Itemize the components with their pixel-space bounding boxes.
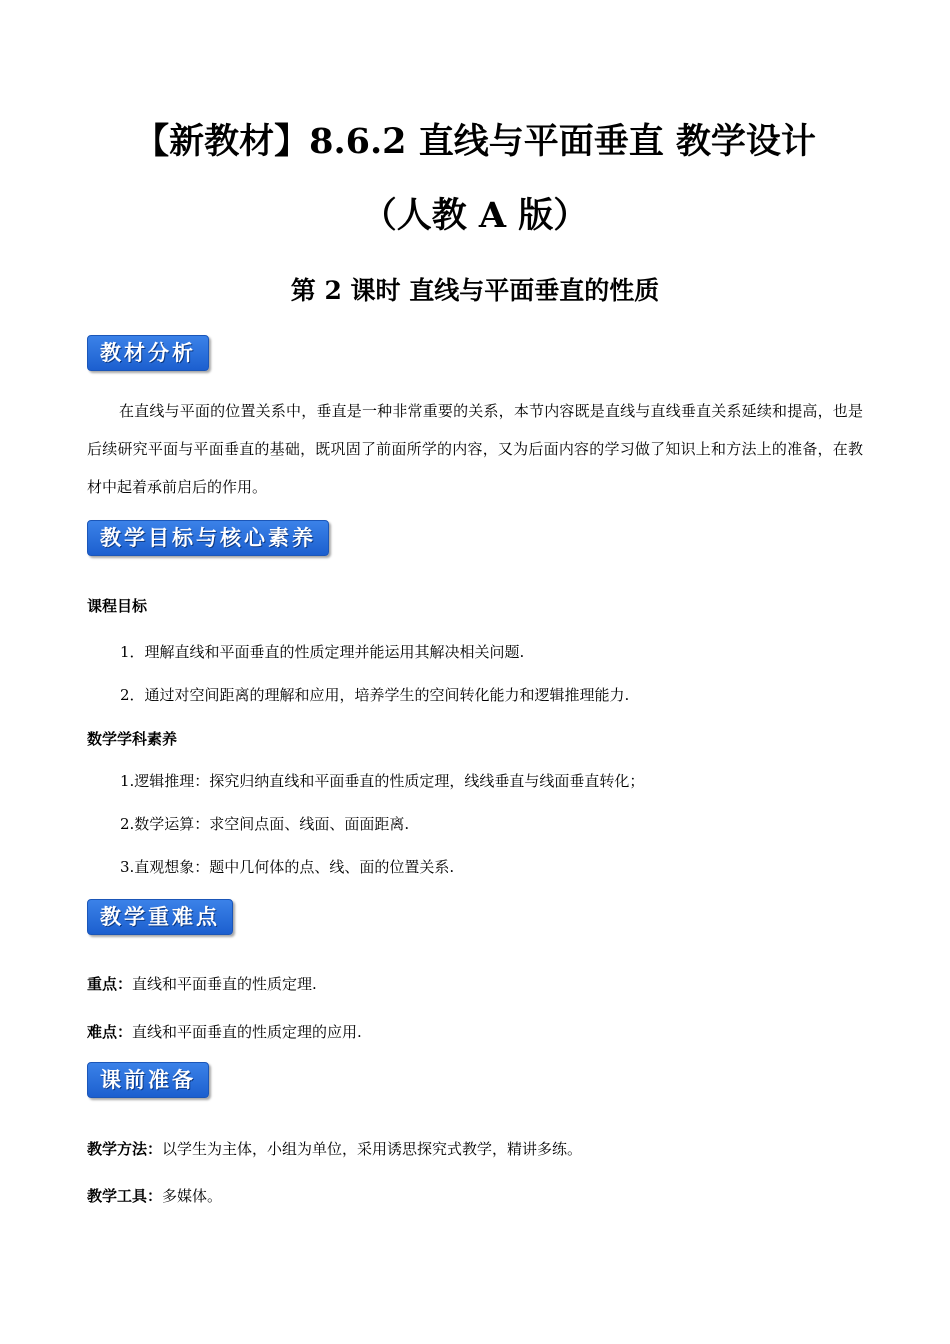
document-edition: （人教 A 版） [361,195,589,236]
course-goal-item: 1．理解直线和平面垂直的性质定理并能运用其解决相关问题. [120,643,525,661]
literacy-item: 2.数学运算：求空间点面、线面、面面距离. [120,815,410,833]
teaching-tools-text: 多媒体。 [162,1187,223,1205]
section-badge-preparation: 课前准备 [87,1062,209,1098]
teaching-tools-label: 教学工具： [87,1187,163,1205]
teaching-method-line [87,1137,582,1161]
key-point-label: 重点： [87,975,133,993]
difficult-point-text: 直线和平面垂直的性质定理的应用. [132,1023,362,1041]
section-badge-analysis: 教材分析 [87,335,209,371]
analysis-paragraph: 在直线与平面的位置关系中，垂直是一种非常重要的关系，本节内容既是直线与直线垂直关系延续和提高，也是后续研究平面与平面垂直的基础，既巩固了前面所学的内容，又为后面内容的学习做了知识上和方法上的准备，在教材中起着承前启后的作用。 [87,402,863,496]
key-point-text: 直线和平面垂直的性质定理. [132,975,317,993]
teaching-method-text: 以学生为主体，小组为单位，采用诱思探究式教学，精讲多练。 [162,1140,583,1158]
document-title: 【新教材】8.6.2 直线与平面垂直 教学设计 [134,121,816,162]
lesson-subtitle: 第 2 课时 直线与平面垂直的性质 [290,276,660,305]
literacy-item: 1.逻辑推理：探究归纳直线和平面垂直的性质定理，线线垂直与线面垂直转化； [120,772,645,790]
key-point-line [87,972,317,996]
literacy-heading: 数学学科素养 [87,730,178,748]
difficult-point-line [87,1020,362,1044]
literacy-item: 3.直观想象：题中几何体的点、线、面的位置关系. [120,858,455,876]
difficult-point-label: 难点： [87,1023,133,1041]
course-goal-item: 2．通过对空间距离的理解和应用，培养学生的空间转化能力和逻辑推理能力. [120,686,630,704]
section-badge-key-points: 教学重难点 [87,899,233,935]
teaching-method-label: 教学方法： [87,1140,163,1158]
course-goals-heading: 课程目标 [87,597,148,615]
section-badge-goals: 教学目标与核心素养 [87,520,329,556]
teaching-tools-line [87,1184,222,1208]
